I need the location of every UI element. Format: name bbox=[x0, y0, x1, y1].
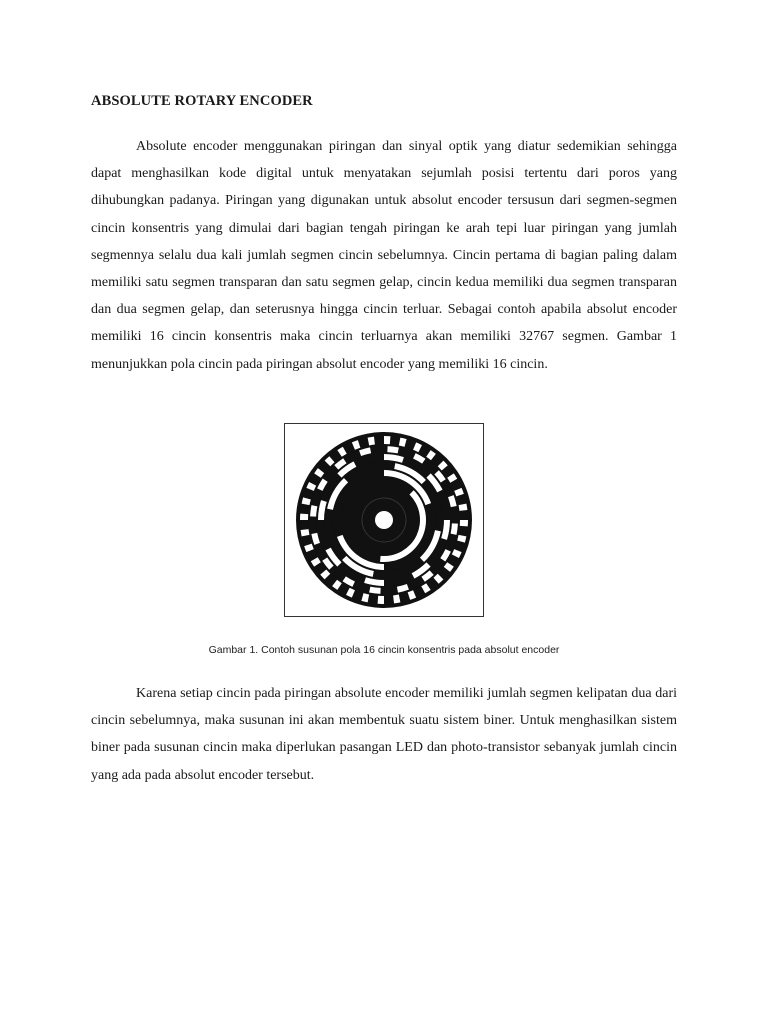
encoder-disk-figure bbox=[284, 423, 484, 617]
code-ring-segment bbox=[460, 520, 468, 526]
figure-caption: Gambar 1. Contoh susunan pola 16 cincin konsentris pada absolut encoder bbox=[208, 644, 560, 656]
paragraph-1: Absolute encoder menggunakan piringan dan sinyal optik yang diatur sedemikian sehingga dapat menghasilkan kode digital untuk menyatakan sejumlah posisi tertentu dari poros yang dihubungkan padanya. Piringan yang digunakan untuk absolut encoder tersusun dari segmen-segmen cincin konsentris yang dimulai dari bagian tengah piringan ke arah tepi luar piringan yang jumlah segmennya selalu dua kali jumlah segmen cincin sebelumnya. Cincin pertama di bagian paling dalam memiliki satu segmen transparan dan satu segmen gelap, cincin kedua memiliki dua segmen transparan dan dua segmen gelap, dan seterusnya hingga cincin terluar. Sebagai contoh apabila absolut encoder memiliki 16 cincin konsentris maka cincin terluarnya akan memiliki 32767 segmen. Gambar 1 menunjukkan pola cincin pada piringan absolut encoder yang memiliki 16 cincin. bbox=[91, 139, 677, 372]
code-ring-segment bbox=[378, 596, 384, 604]
encoder-disk-image bbox=[285, 424, 483, 616]
code-ring-segment bbox=[300, 514, 308, 520]
paragraph-2: Karena setiap cincin pada piringan absolute encoder memiliki jumlah segmen kelipatan dua dari cincin sebelumnya, maka susunan ini akan membentuk suatu sistem biner. Untuk menghasilkan sistem biner pada susunan cincin maka diperlukan pasangan LED dan photo-transistor sebanyak jumlah cincin yang ada pada absolut encoder tersebut. bbox=[91, 686, 677, 783]
shaft-hole bbox=[375, 511, 393, 529]
code-ring-segment bbox=[384, 436, 390, 444]
document-title: ABSOLUTE ROTARY ENCODER bbox=[91, 93, 313, 109]
